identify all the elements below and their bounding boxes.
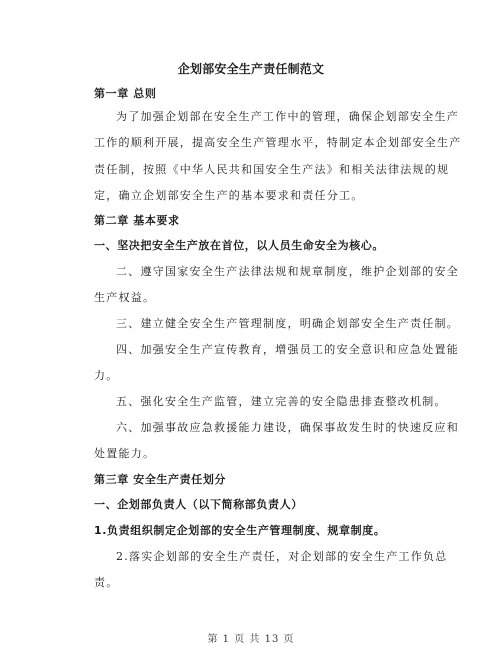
chapter-2-item-4-line-1: 四、加强安全生产宣传教育，增强员工的安全意识和应急处置能	[116, 343, 459, 356]
chapter-3-point-2-line-1: 2.落实企划部的安全生产责任，对企划部的安全生产工作负总	[116, 550, 448, 563]
chapter-2-item-6-line-2: 处置能力。	[94, 447, 156, 460]
chapter-2-item-2-line-1: 二、遵守国家安全生产法律法规和规章制度，维护企划部的安全	[116, 265, 459, 278]
chapter-1-para-line-3: 责任制，按照《中华人民共和国安全生产法》和相关法律法规的规	[94, 163, 450, 176]
chapter-2-item-2-line-2: 生产权益。	[94, 291, 156, 304]
chapter-3-sub-1: 一、企划部负责人（以下简称部负责人）	[94, 498, 303, 511]
chapter-1-para-line-1: 为了加强企划部在安全生产工作中的管理，确保企划部安全生产	[116, 110, 459, 123]
chapter-2-item-3: 三、建立健全安全生产管理制度，明确企划部安全生产责任制。	[116, 317, 459, 330]
chapter-3-heading: 第三章 安全生产责任划分	[94, 473, 227, 486]
chapter-1-para-line-4: 定，确立企划部安全生产的基本要求和责任分工。	[94, 189, 364, 202]
chapter-2-item-5: 五、强化安全生产监管，建立完善的安全隐患排查整改机制。	[116, 395, 447, 408]
chapter-1-para-line-2: 工作的顺利开展，提高安全生产管理水平，特制定本企划部安全生产	[94, 136, 462, 149]
chapter-1-heading: 第一章 总则	[94, 87, 157, 100]
chapter-2-item-6-line-1: 六、加强事故应急救援能力建设，确保事故发生时的快速反应和	[116, 421, 459, 434]
chapter-3-point-2-line-2: 责。	[94, 576, 119, 589]
page-number-footer: 第 1 页 共 13 页	[207, 634, 295, 645]
chapter-2-item-4-line-2: 力。	[94, 369, 119, 382]
chapter-3-point-1: 1.负责组织制定企划部的安全生产管理制度、规章制度。	[94, 524, 386, 537]
chapter-2-heading: 第二章 基本要求	[94, 214, 180, 227]
chapter-2-item-1: 一、坚决把安全生产放在首位，以人员生命安全为核心。	[94, 239, 384, 252]
document-title: 企划部安全生产责任制范文	[177, 62, 325, 76]
